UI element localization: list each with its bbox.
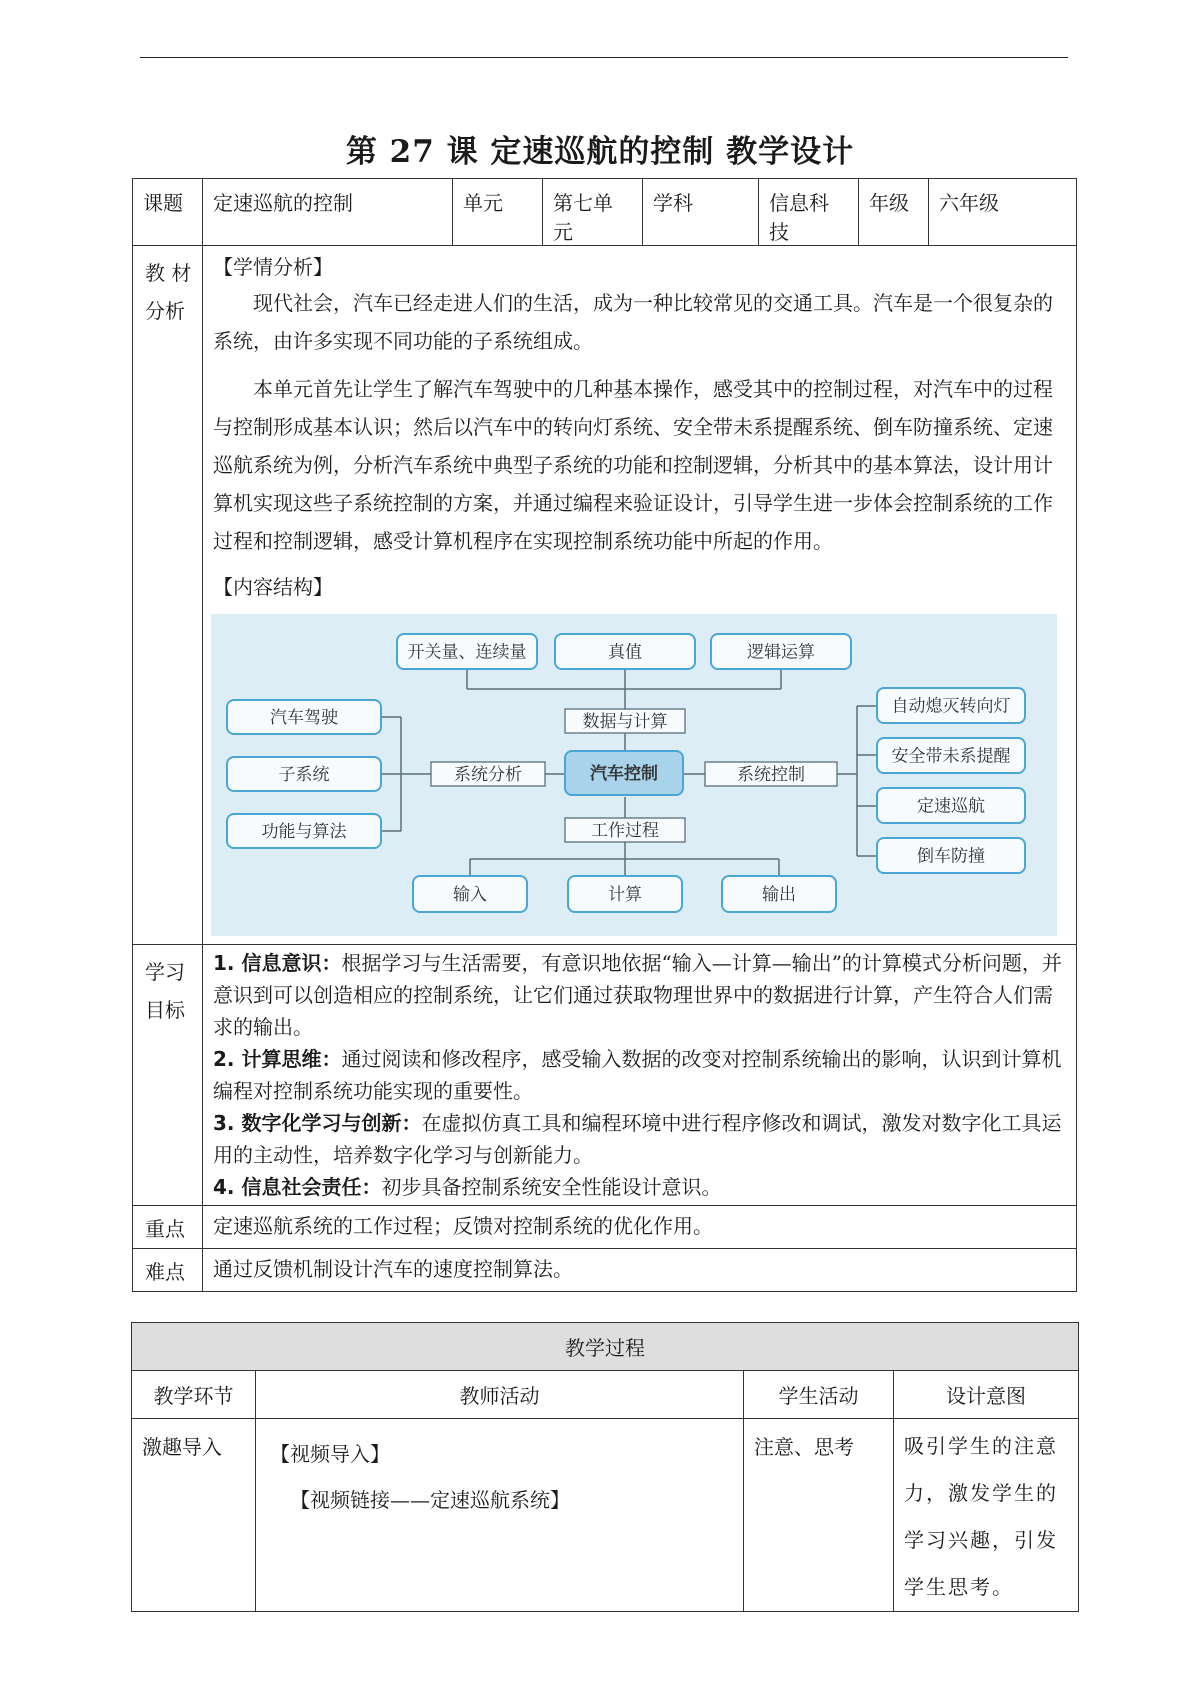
goal-text: 根据学习与生活需要，有意识地依据“输入—计算—输出”的计算模式分析问题，并意识到可以创造相应的控制系统，让它们通过获取物理世界中的数据进行计算，产生符合人们需求的输出。	[213, 951, 1062, 1039]
goal-item	[213, 947, 1066, 1043]
row-stage: 激趣导入	[132, 1419, 256, 1612]
unit-label: 单元	[453, 179, 543, 246]
row-intent: 吸引学生的注意力，激发学生的学习兴趣，引发学生思考。	[894, 1419, 1079, 1612]
header-student: 学生活动	[744, 1371, 894, 1419]
left-node-1	[227, 757, 381, 791]
difficulty-label: 难点	[133, 1249, 203, 1292]
top-node-2	[711, 634, 851, 669]
goal-head: 2. 计算思维：	[213, 1047, 342, 1071]
row-student: 注意、思考	[744, 1419, 894, 1612]
right-node-0-label: 自动熄灭转向灯	[891, 696, 1011, 717]
bottom-node-1	[568, 876, 682, 912]
analysis-para-1: 现代社会，汽车已经走进人们的生活，成为一种比较常见的交通工具。汽车是一个很复杂的系统，由许多实现不同功能的子系统组成。	[213, 291, 1053, 353]
link-work-process	[565, 818, 685, 842]
header-teacher: 教师活动	[256, 1371, 744, 1419]
key-label: 重点	[133, 1206, 203, 1249]
left-node-1-label: 子系统	[278, 765, 330, 785]
left-node-0-label: 汽车驾驶	[270, 708, 338, 728]
bottom-node-1-label: 计算	[608, 885, 642, 905]
top-node-1	[555, 634, 695, 669]
subject-label: 学科	[643, 179, 759, 246]
grade-value: 六年级	[929, 179, 1077, 246]
center-node-label: 汽车控制	[590, 764, 658, 784]
difficulty-text: 通过反馈机制设计汽车的速度控制算法。	[203, 1249, 1077, 1292]
goal-text: 在虚拟仿真工具和编程环境中进行程序修改和调试，激发对数字化工具运用的主动性，培养数字化学习与创新能力。	[213, 1111, 1062, 1167]
link-system-control-label: 系统控制	[737, 765, 805, 785]
link-data-compute	[565, 709, 685, 733]
goal-text: 通过阅读和修改程序，感受输入数据的改变对控制系统输出的影响，认识到计算机编程对控制系统功能实现的重要性。	[213, 1047, 1062, 1103]
goals-label-line2: 目标	[145, 998, 185, 1022]
goals-label	[133, 945, 203, 1206]
teacher-line-2: 【视频链接——定速巡航系统】	[290, 1488, 570, 1512]
bottom-node-0	[413, 876, 527, 912]
top-node-0	[397, 634, 537, 669]
key-text: 定速巡航系统的工作过程；反馈对控制系统的优化作用。	[203, 1206, 1077, 1249]
left-node-2-label: 功能与算法	[261, 822, 347, 842]
header-rule	[140, 57, 1068, 58]
goal-head: 4. 信息社会责任：	[213, 1175, 382, 1199]
analysis-label-line2: 分析	[145, 299, 185, 323]
process-title: 教学过程	[132, 1323, 1079, 1371]
lesson-info-table	[132, 178, 1077, 1292]
content-structure-diagram	[211, 614, 1057, 936]
bottom-node-2	[722, 876, 836, 912]
course-value: 定速巡航的控制	[203, 179, 453, 246]
link-system-analysis-label: 系统分析	[454, 765, 522, 785]
left-node-2	[227, 814, 381, 848]
header-stage: 教学环节	[132, 1371, 256, 1419]
goal-item	[213, 1107, 1066, 1171]
top-node-2-label: 逻辑运算	[747, 642, 815, 663]
goals-content	[203, 945, 1077, 1206]
goal-item	[213, 1171, 1066, 1203]
right-node-3-label: 倒车防撞	[917, 846, 985, 867]
analysis-content	[203, 246, 1077, 945]
course-label: 课题	[133, 179, 203, 246]
goal-item	[213, 1043, 1066, 1107]
link-data-compute-label: 数据与计算	[582, 712, 668, 732]
top-node-0-label: 开关量、连续量	[407, 642, 527, 663]
subject-value: 信息科技	[759, 179, 859, 246]
goals-label-line1: 学习	[145, 960, 185, 984]
header-intent: 设计意图	[894, 1371, 1079, 1419]
bottom-node-2-label: 输出	[762, 885, 796, 905]
grade-label: 年级	[859, 179, 929, 246]
analysis-label-line1: 教 材	[145, 261, 192, 285]
teaching-process-table	[131, 1322, 1079, 1612]
unit-value: 第七单元	[543, 179, 643, 246]
right-node-2	[877, 788, 1025, 823]
link-system-control	[705, 762, 837, 786]
page-title: 第 27 课 定速巡航的控制 教学设计	[345, 134, 855, 170]
diagram-svg	[211, 614, 1057, 936]
center-node	[565, 751, 683, 795]
goal-head: 3. 数字化学习与创新：	[213, 1111, 422, 1135]
teacher-line-1: 【视频导入】	[270, 1442, 390, 1466]
section-title-structure: 【内容结构】	[213, 575, 333, 599]
link-system-analysis	[431, 762, 545, 786]
right-node-3	[877, 838, 1025, 873]
section-title-situation: 【学情分析】	[213, 255, 333, 279]
analysis-para-2: 本单元首先让学生了解汽车驾驶中的几种基本操作，感受其中的控制过程，对汽车中的过程与控制形成基本认识；然后以汽车中的转向灯系统、安全带未系提醒系统、倒车防撞系统、定速巡航系统为例，分析汽车系统中典型子系统的功能和控制逻辑，分析其中的基本算法，设计用计算机实现这些子系统控制的方案，并通过编程来验证设计，引导学生进一步体会控制系统的工作过程和控制逻辑，感受计算机程序在实现控制系统功能中所起的作用。	[213, 377, 1053, 553]
row-teacher	[256, 1419, 744, 1612]
analysis-label	[133, 246, 203, 945]
right-node-2-label: 定速巡航	[917, 796, 985, 817]
right-node-0	[877, 688, 1025, 723]
link-work-process-label: 工作过程	[591, 821, 659, 841]
goal-head: 1. 信息意识：	[213, 951, 342, 975]
left-node-0	[227, 700, 381, 734]
goal-text: 初步具备控制系统安全性能设计意识。	[381, 1175, 722, 1199]
right-node-1-label: 安全带未系提醒	[891, 746, 1011, 767]
top-node-1-label: 真值	[608, 642, 642, 663]
bottom-node-0-label: 输入	[453, 885, 487, 905]
right-node-1	[877, 738, 1025, 773]
